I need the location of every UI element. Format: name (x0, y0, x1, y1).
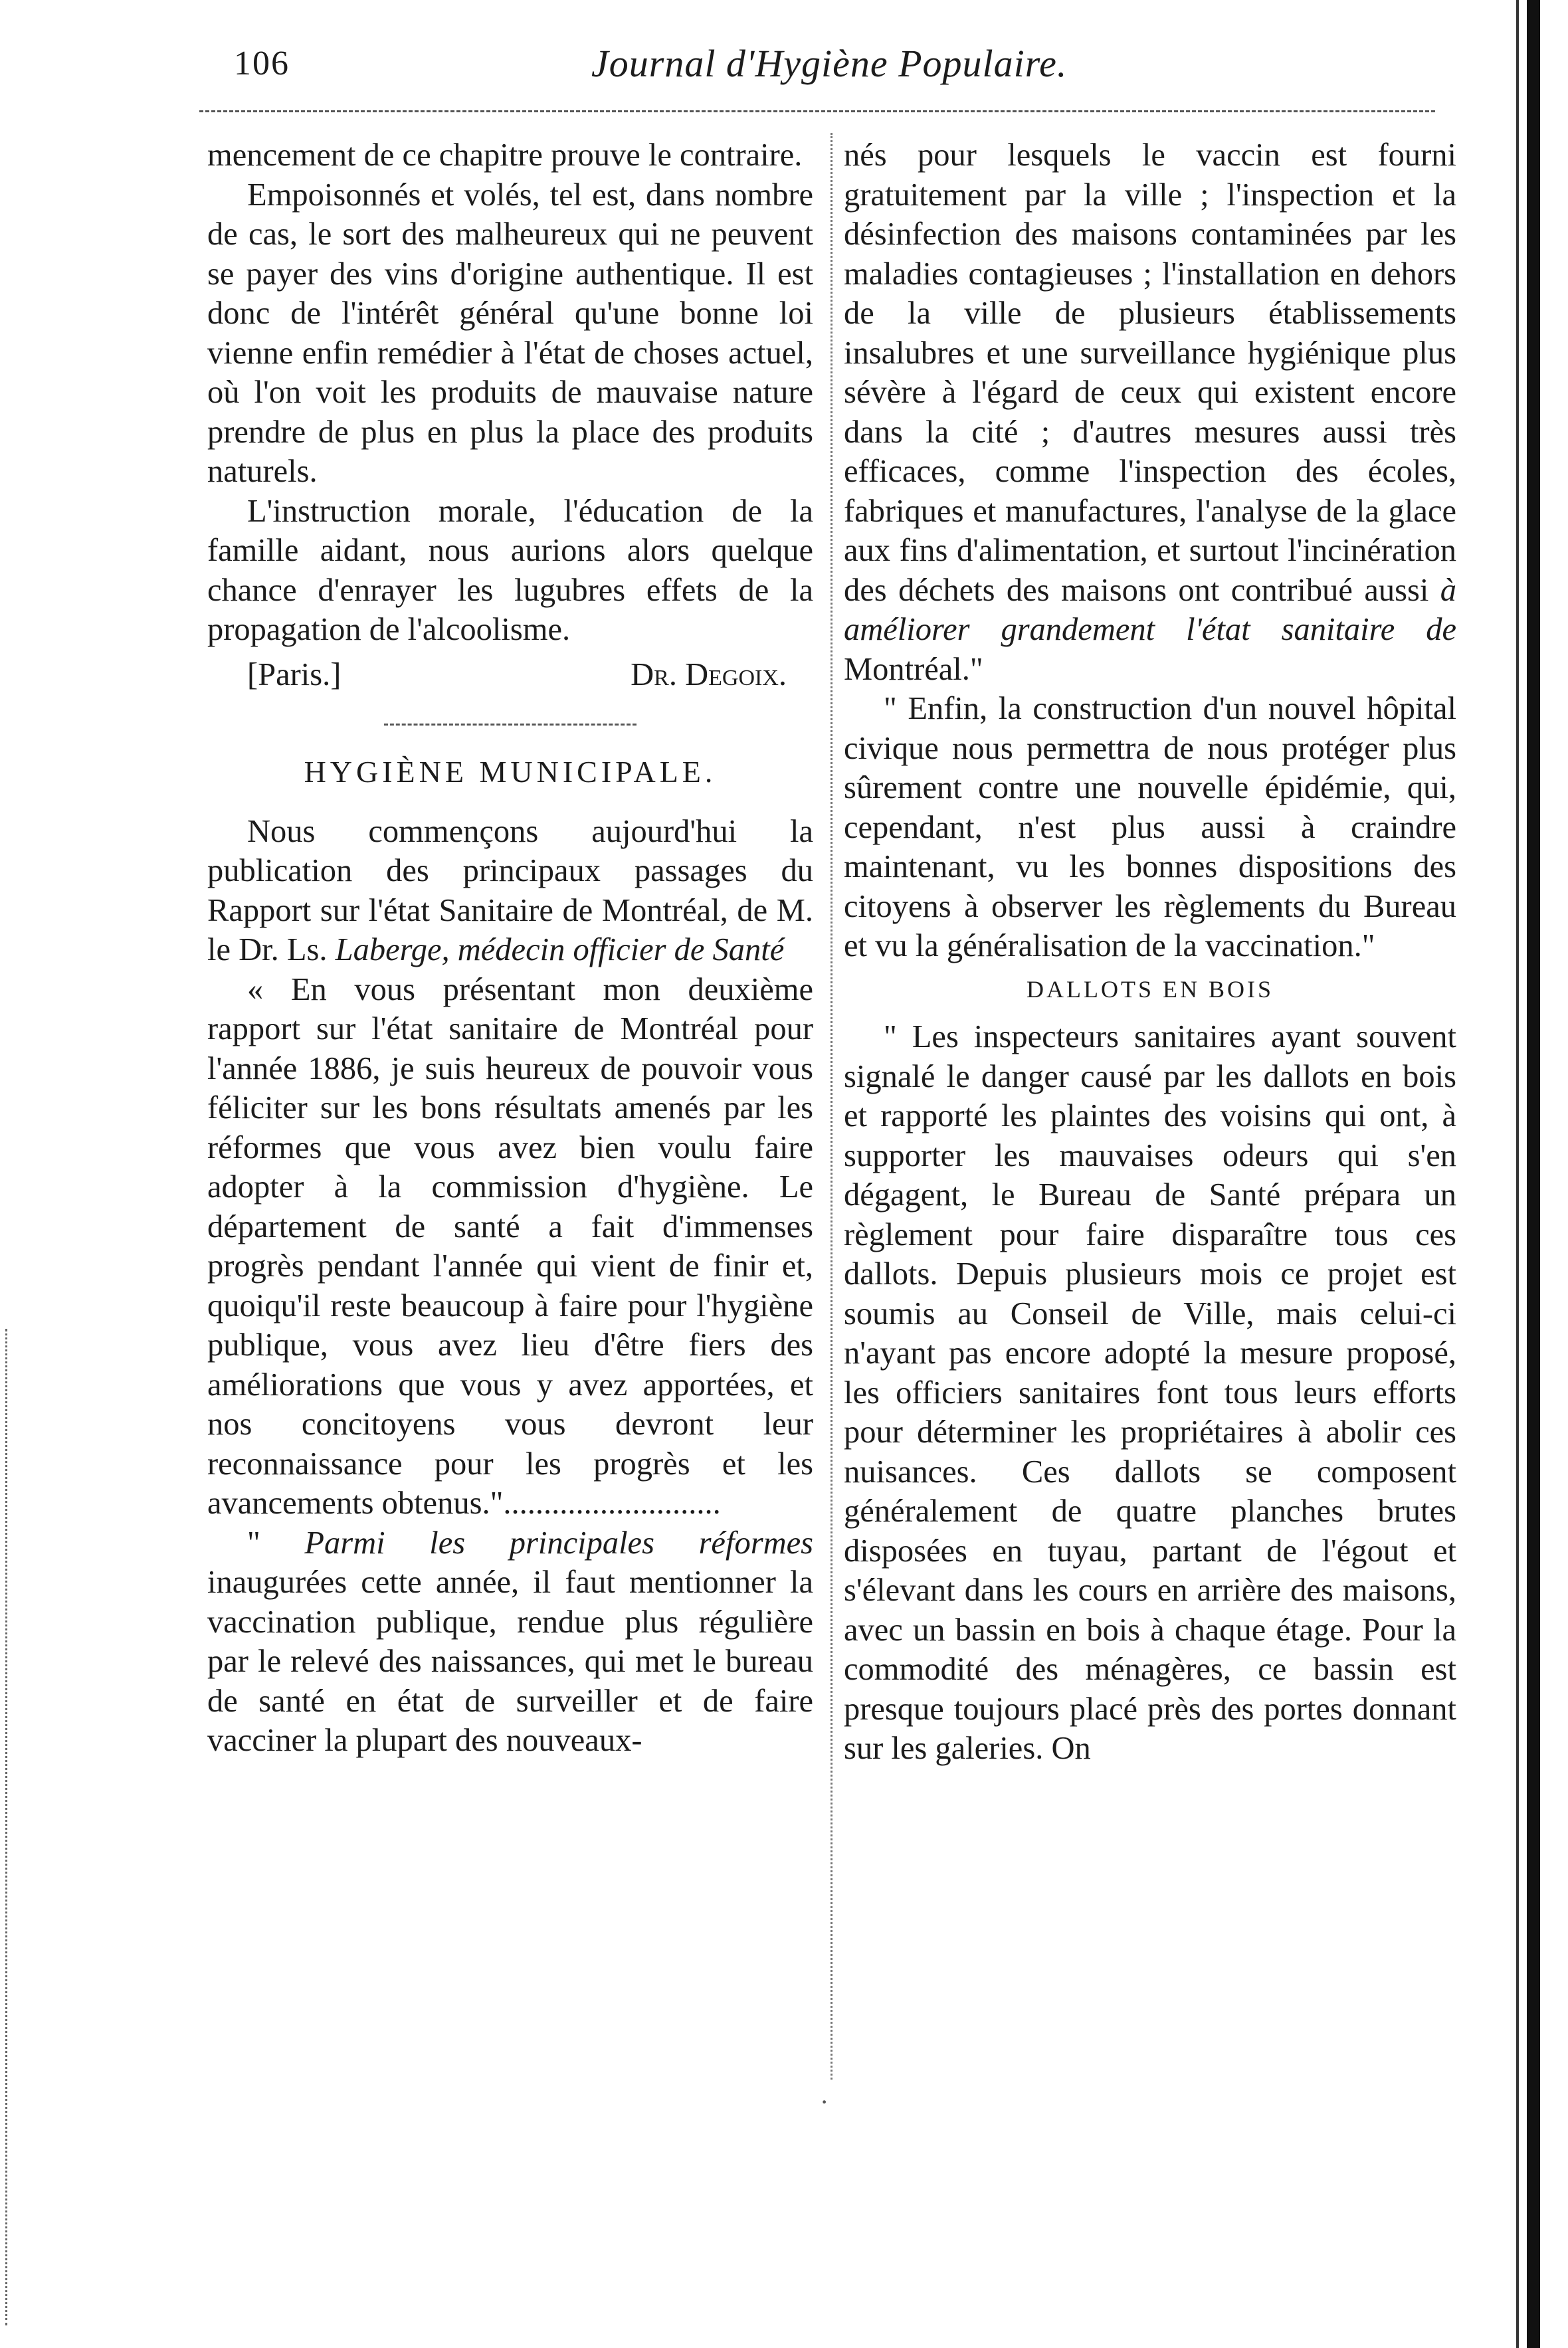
paragraph-report-quote: « En vous présentant mon deuxième rapport sur l'état sanitaire de Montréal pour l'année 1886, je suis heureux de pouvoir vous féliciter sur les bons résultats amenés par les réformes que vous avez bien voulu faire adopter à la commission d'hygiène. Le département de santé a fait d'immenses progrès pendant l'année qui vient de finir et, quoiqu'il reste beaucoup à faire pour l'hygiène publique, vous avez lieu d'être fiers des améliorations que vous y avez apportées, et nos concitoyens vous devront leur reconnaissance pour les progrès et les avancements obtenus."........................... (207, 971, 813, 1521)
right-column (844, 136, 1456, 1769)
vaccination-end: Montréal." (844, 651, 983, 687)
journal-title: Journal d'Hygiène Populaire. (591, 42, 1068, 85)
subsection-title: DALLOTS EN BOIS (1027, 975, 1274, 1003)
paragraph-moral-instruction: L'instruction morale, l'éducation de la famille aidant, nous aurions alors quelque chance d'enrayer les lugubres effets de la propagation de l'alcoolisme. (207, 493, 813, 647)
signature-place: [Paris.] (247, 656, 342, 692)
column-divider (831, 133, 833, 2080)
paragraph-poisoned: Empoisonnés et volés, tel est, dans nombre de cas, le sort des malheureux qui ne peuvent se payer des vins d'origine authentique. Il est donc de l'intérêt général qu'une bonne loi vienne enfin remédier à l'état de choses actuel, où l'on voit les produits de mauvaise nature prendre de plus en plus la place des produits naturels. (207, 177, 813, 489)
page-number: 106 (234, 45, 290, 82)
article-signature (207, 655, 813, 695)
scan-left-specks (5, 1329, 11, 2325)
reforms-italic: Parmi les principales réformes (304, 1525, 813, 1561)
signature-author: Dr. Degoix. (631, 656, 787, 692)
vaccination-italic: à améliorer grandement l'état sanitaire de (844, 572, 1456, 647)
section-title: HYGIÈNE MUNICIPALE. (304, 755, 717, 789)
scan-mark: · (820, 2087, 829, 2117)
paragraph-reforms (207, 1523, 813, 1761)
intro-italic: Laberge, médecin officier de Santé (335, 932, 785, 967)
paragraph-continued: mencement de ce chapitre prouve le contraire. (207, 138, 803, 173)
scan-edge-bar (1527, 0, 1540, 2348)
intro-text: Nous commençons aujourd'hui la publication des principaux passages du Rapport sur l'état Sanitaire de Montréal, de M. le Dr. Ls. (207, 813, 813, 967)
left-column (207, 136, 813, 1761)
paragraph-hospital: " Enfin, la construction d'un nouvel hôpital civique nous permettra de nous protéger plus sûrement contre une nouvelle épidémie, qui, cependant, n'est plus aussi à craindre maintenant, vu les bonnes dispositions des citoyens à observer les règlements du Bureau et vu la généralisation de la vaccination." (844, 691, 1456, 963)
vaccination-text: nés pour lesquels le vaccin est fourni gratuitement par la ville ; l'inspection et la désinfection des maisons contaminées par les maladies contagieuses ; l'installation en dehors de la ville de plusieurs établissements insalubres et une surveillance hygiénique plus sévère à l'égard de ceux qui existent encore dans la cité ; d'autres mesures aussi très efficaces, comme l'inspection des écoles, fabriques et manufactures, l'analyse de la glace aux fins d'alimentation, et surtout l'incinération des déchets des maisons ont contribué aussi (844, 138, 1456, 608)
reforms-text: inaugurées cette année, il faut mentionner la vaccination publique, rendue plus régulière par le relevé des naissances, qui met le bureau de santé en état de surveiller et de faire vacciner la plupart des nouveaux- (207, 1565, 813, 1758)
paragraph-dallots: " Les inspecteurs sanitaires ayant souvent signalé le danger causé par les dallots en bois et rapporté les plaintes des voisins qui ont, à supporter les mauvaises odeurs qui s'en dégagent, le Bureau de Santé prépara un règlement pour faire disparaître tous ces dallots. Depuis plusieurs mois ce projet est soumis au Conseil de Ville, mais celui-ci n'ayant pas encore adopté la mesure proposé, les officiers sanitaires font tous leurs efforts pour déterminer les propriétaires à abolir ces nuisances. Ces dallots se composent généralement de quatre planches brutes disposées en tuyau, partant de l'égout et s'élevant dans les cours en arrière des maisons, avec un bassin en bois à chaque étage. Pour la commodité des ménagères, ce bassin est presque toujours placé près des portes donnant sur les galeries. On (844, 1019, 1456, 1766)
scan-edge-line (1516, 0, 1519, 2348)
paragraph-vaccination-continued (844, 136, 1456, 689)
paragraph-introduction (207, 812, 813, 970)
header-rule (199, 110, 1435, 112)
page-header (0, 0, 1568, 106)
section-divider (384, 724, 637, 726)
reforms-open: " (247, 1525, 305, 1561)
